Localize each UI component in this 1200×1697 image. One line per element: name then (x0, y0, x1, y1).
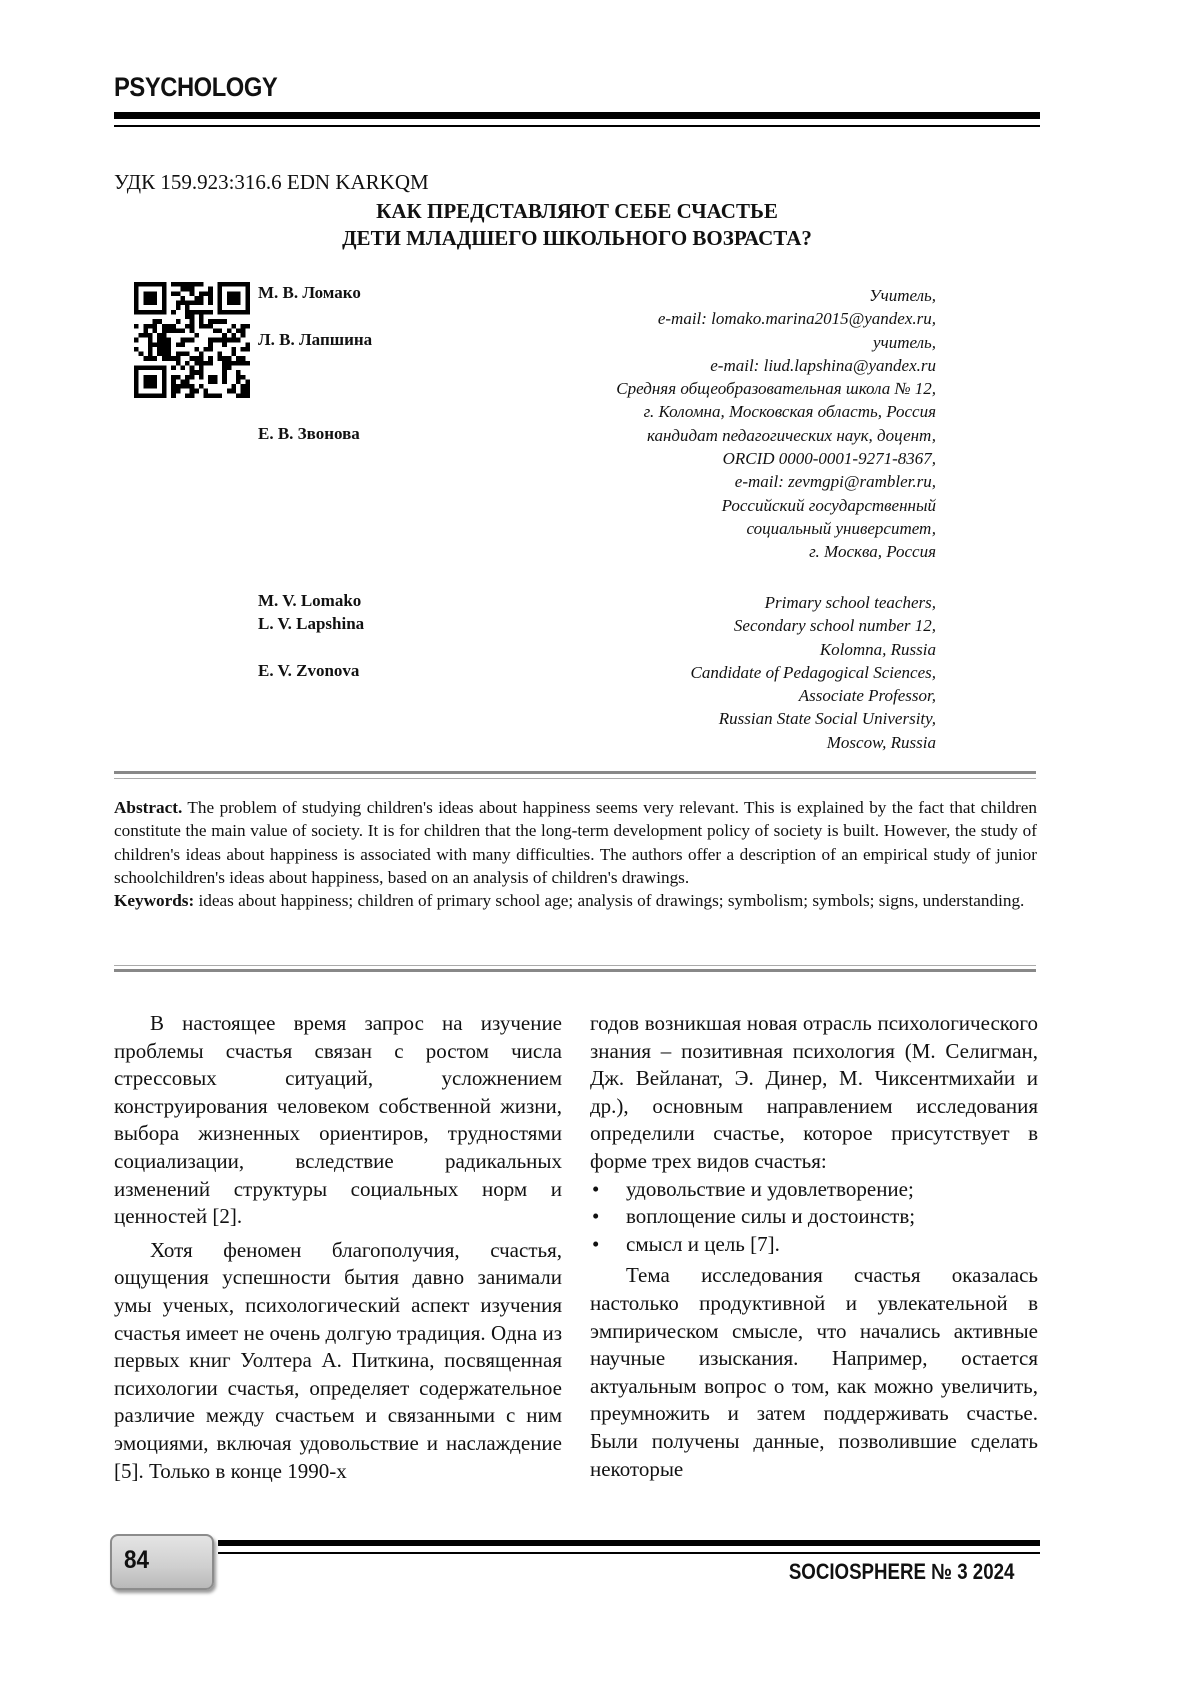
body-column-right (590, 1010, 1038, 1483)
header-rule-thick (114, 112, 1040, 119)
affiliation-ru-line: г. Москва, Россия (809, 542, 936, 562)
footer-rule-thick (218, 1540, 1040, 1546)
body-column-left (114, 1010, 562, 1485)
author-en-zvonova: E. V. Zvonova (258, 661, 360, 680)
body-paragraph: Тема исследования счастья оказалась настолько продуктивной и увлекательной в эмпирическом смысле, что начались активные научные изыскания. Например, остается актуальным вопрос о том, как можно увеличить, преумножить и затем поддерживать счастье. Были получены данные, позволившие сделать некоторые (590, 1263, 1038, 1481)
author-ru-lomako: М. В. Ломако (258, 283, 361, 302)
body-paragraph: В настоящее время запрос на изучение проблемы счастья связан с ростом числа стрессовых ситуаций, усложнением конструирования человеком собственной жизни, выбора жизненных ориентиров, трудностями социализации, вследствие радикальных изменений структуры социальных норм и ценностей [2]. (114, 1011, 562, 1229)
abstract-text: The problem of studying children's ideas about happiness seems very relevant. This is explained by the fact that children constitute the main value of society. It is for children that the long-term development policy of society is built. However, the study of children's ideas about happiness is associated with many difficulties. The authors offer a description of an empirical study of junior schoolchildren's ideas about happiness, based on an analysis of children's drawings. (114, 798, 1037, 887)
article-title-line-2: ДЕТИ МЛАДШЕГО ШКОЛЬНОГО ВОЗРАСТА? (342, 226, 812, 250)
body-paragraph: Хотя феномен благополучия, счастья, ощущения успешности бытия давно занимали умы ученых, психологический аспект изучения счастья имеет не очень долгую традиция. Одна из первых книг Уолтера А. Питкина, посвященная психологии счастья, определяет содержательное различие между счастьем и связанными с ним эмоциями, включая удовольствие и наслаждение [5]. Только в конце 1990-х (114, 1237, 562, 1483)
qr-code (134, 282, 250, 398)
author-ru-lapshina: Л. В. Лапшина (258, 330, 373, 349)
affiliation-en-line: Candidate of Pedagogical Sciences, (690, 662, 936, 682)
author-en-lomako: M. V. Lomako (258, 591, 362, 610)
affiliation-ru-line: Средняя общеобразовательная школа № 12, (616, 379, 936, 399)
affiliation-ru-line: Российский государственный (721, 495, 936, 515)
page-number: 84 (124, 1546, 150, 1574)
article-title-line-1: КАК ПРЕДСТАВЛЯЮТ СЕБЕ СЧАСТЬЕ (376, 199, 778, 223)
affiliation-ru-line: e-mail: liud.lapshina@yandex.ru (710, 355, 936, 375)
keywords-label: Keywords: (114, 891, 195, 911)
affiliation-ru-line: г. Коломна, Московская область, Россия (643, 402, 936, 422)
abstract-rule-bottom-thin (114, 965, 1036, 966)
affiliation-en-line: Secondary school number 12, (733, 616, 936, 636)
affiliation-en (691, 591, 937, 754)
abstract-rule-top-thin (114, 778, 1036, 779)
footer-rule-thin (218, 1552, 1040, 1554)
affiliation-ru-line: e-mail: lomako.marina2015@yandex.ru, (657, 309, 936, 329)
author-ru-zvonova: Е. В. Звонова (258, 424, 360, 443)
abstract (114, 796, 1037, 912)
section-label: PSYCHOLOGY (114, 72, 278, 102)
author-en-lapshina: L. V. Lapshina (258, 614, 365, 633)
bullet-item: • удовольствие и удовлетворение; (590, 1176, 1038, 1204)
affiliation-ru-line: социальный университет, (746, 518, 936, 538)
abstract-rule-top (114, 771, 1036, 774)
affiliation-ru (616, 284, 936, 564)
affiliation-ru-line: учитель, (873, 332, 936, 352)
header-rule-thin (114, 125, 1040, 127)
keywords-text: ideas about happiness; children of primary school age; analysis of drawings; symbolism; symbols; signs, understanding. (198, 891, 1025, 911)
journal-name: SOCIOSPHERE № 3 2024 (788, 1559, 1014, 1584)
affiliation-en-line: Kolomna, Russia (819, 639, 936, 659)
affiliation-en-line: Associate Professor, (798, 686, 936, 706)
udk-line: УДК 159.923:316.6 EDN KARKQM (114, 170, 429, 194)
bullet-item: • воплощение силы и достоинств; (590, 1203, 1038, 1231)
affiliation-ru-line: кандидат педагогических наук, доцент, (646, 425, 936, 445)
affiliation-en-line: Moscow, Russia (826, 732, 936, 752)
affiliation-ru-line: e-mail: zevmgpi@rambler.ru, (734, 472, 936, 492)
affiliation-en-line: Primary school teachers, (764, 593, 936, 612)
abstract-label: Abstract. (114, 798, 183, 817)
body-paragraph: годов возникшая новая отрасль психологического знания – позитивная психология (М. Селигман, Дж. Вейланат, Э. Динер, М. Чиксентмихайи и др.), основным направлением исследования определили счастье, которое присутствует в форме трех видов счастья: (590, 1011, 1038, 1173)
affiliation-ru-line: ORCID 0000-0001-9271-8367, (722, 449, 936, 469)
bullet-item: • смысл и цель [7]. (590, 1231, 1038, 1259)
abstract-rule-bottom (114, 969, 1036, 972)
affiliation-ru-line: Учитель, (869, 286, 936, 305)
affiliation-en-line: Russian State Social University, (718, 709, 936, 729)
